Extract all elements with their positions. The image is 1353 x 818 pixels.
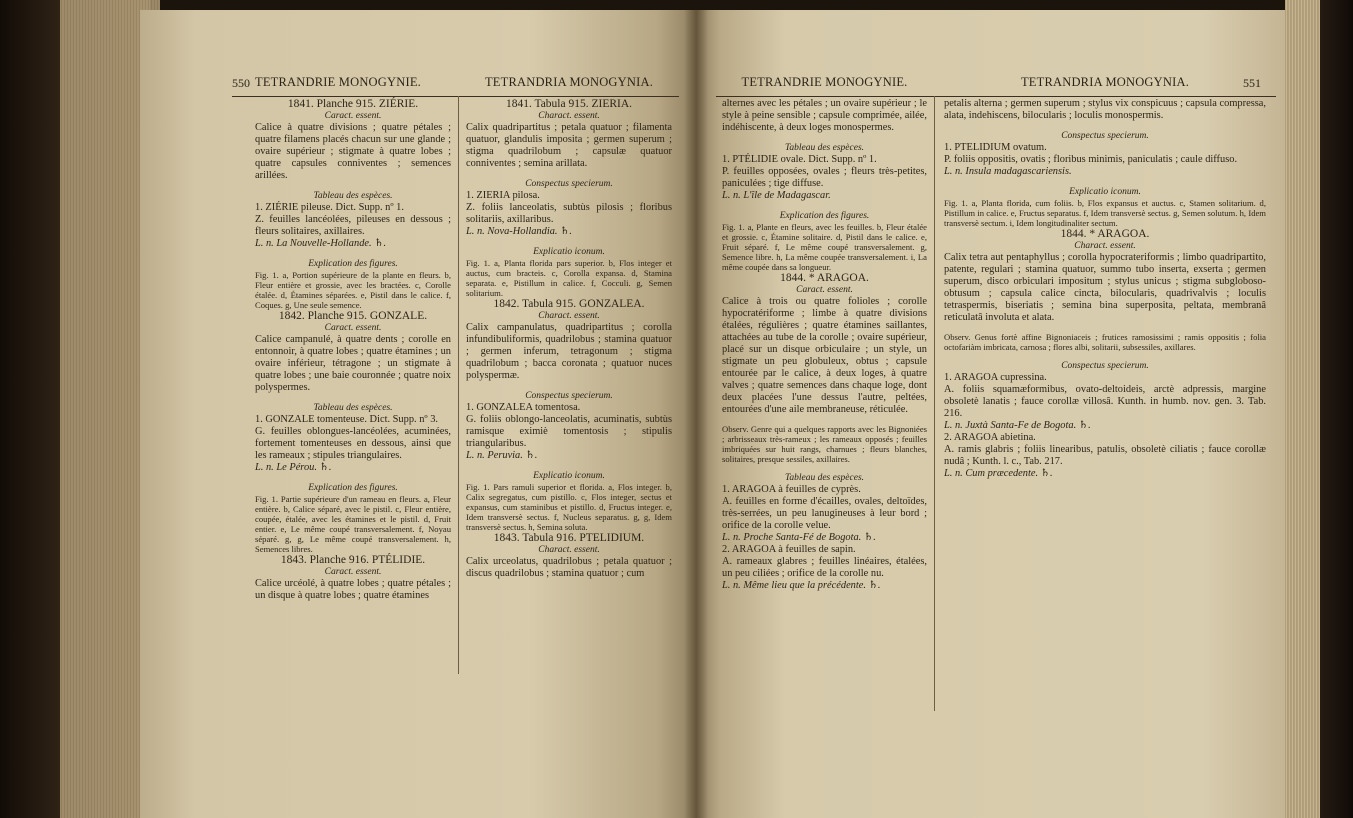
species-locality: L. n. Peruvia. ♄. (466, 450, 538, 461)
species-locality: L. n. Proche Santa-Fé de Bogota. ♄. (722, 532, 876, 543)
description-text: Calix campanulatus, quadripartitus ; corolla infundibuliformis, quadrilobus ; stamina quatuor ; germen inferum, tetragonum ; stigma quadrilobum ; bacca coronata ; quatuor nuces polyspermæ. (466, 322, 672, 381)
species-name: 1. ARAGOA cupressina. (944, 372, 1047, 383)
page-edges-right (1285, 0, 1320, 818)
species-description: P. foliis oppositis, ovatis ; floribus minimis, paniculatis ; caule diffuso. (944, 154, 1238, 165)
species-description: A. feuilles en forme d'écailles, ovales, deltoïdes, très-serrées, un peu lanugineuses à leur bord ; orifice de la corolle velue. (722, 496, 927, 531)
section-label: Explicatio iconum. (533, 247, 605, 257)
species-description: P. feuilles opposées, ovales ; fleurs très-petites, paniculées ; tige diffuse. (722, 166, 927, 189)
species-locality: L. n. L'île de Madagascar. (722, 190, 831, 201)
section-label: Explicatio iconum. (533, 471, 605, 481)
species-locality: L. n. Nova-Hollandia. ♄. (466, 226, 573, 237)
species-name: 1. ZIÉRIE pileuse. Dict. Supp. nº 1. (255, 202, 404, 213)
section-label: Charact. essent. (1074, 241, 1136, 251)
plate-title: 1844. * ARAGOA. (1060, 228, 1150, 240)
observation-note: Observ. Genre qui a quelques rapports avec les Bignoniées ; arbrisseaux très-rameux ; les rameaux opposés ; feuilles imbriquées sur huit rangs, charnues ; fleurs blanches, solitaires, presque sessiles, axillaires. (722, 424, 927, 464)
description-text: Calix tetra aut pentaphyllus ; corolla hypocrateriformis ; limbo quadripartito, patente, regulari ; stamina quatuor, summo tubo inserta, exserta ; germen superum, disco orbiculari impositum ; stylus unicus ; stigma subgloboso-obtusum ; capsula calice cincta, bilocularis, quadrivalvis ; loculis tetraspermis, biseriatis ; semina bina superposita, peltata, membranâ reticulatâ involuta et alata. (944, 252, 1266, 323)
page-number-right: 551 (1243, 76, 1261, 90)
running-header: TETRANDRIE MONOGYNIE. (255, 75, 421, 89)
left-page-french-column (255, 68, 451, 602)
plate-title: 1841. Tabula 915. ZIERIA. (505, 98, 633, 110)
left-page-latin-column (466, 68, 672, 580)
description-text: Calice à trois ou quatre folioles ; corolle hypocratériforme ; limbe à quatre divisions étalées, régulières ; quatre étamines saillantes, attachées au tube de la corolle ; ovaire supérieur, placé sur un disque orbiculaire ; un style, un stigmate un peu globuleux, obtus ; capsule entourée par le calice, à deux loges, à quatre valves ; quatre semences dans chaque loge, dont deux placées l'une dessus l'autre, peltées, entourées d'une aile membraneuse, réticulée. (722, 296, 927, 415)
species-locality: L. n. Juxtà Santa-Fe de Bogota. ♄. (944, 420, 1091, 431)
section-label: Conspectus specierum. (1061, 361, 1149, 371)
species-name: 1. ARAGOA à feuilles de cyprès. (722, 484, 861, 495)
species-name: 1. GONZALE tomenteuse. Dict. Supp. nº 3. (255, 414, 439, 425)
species-description: G. foliis oblongo-lanceolatis, acuminatis, subtùs ramisque eximiè tomentosis ; stipulis triangularibus. (466, 414, 672, 449)
column-divider-right (934, 96, 935, 711)
section-label: Caract. essent. (796, 285, 853, 295)
figure-explanation: Fig. 1. Partie supérieure d'un rameau en fleurs. a, Fleur entière. b, Calice séparé, avec le pistil. c, Fleur entière, coupée, étalée, avec les étamines et le pistil. d, Fruit entier. e, Le même coupé transversalement. f, Noyau séparé. g, g, Le même coupé transversalement. h, Semences libres. (255, 494, 451, 554)
section-label: Charact. essent. (538, 311, 600, 321)
description-text: petalis alterna ; germen superum ; stylus vix conspicuus ; capsula compressa, alata, indehiscens, bilocularis ; loculis monospermis. (944, 98, 1266, 121)
species-description: A. foliis squamæformibus, ovato-deltoideis, arctè adpressis, margine obsoletè lanatis ; fauce corollæ villosâ. Kunth. in humb. nov. gen. 3. Tab. 216. (944, 384, 1266, 419)
description-text: Calix quadripartitus ; petala quatuor ; filamenta quatuor, glandulis imposita ; germen superum ; stigma quadrilobum ; capsulæ quatuor conniventes ; semina arillata. (466, 122, 672, 169)
species-name: 2. ARAGOA abietina. (944, 432, 1036, 443)
figure-explanation: Fig. 1. a, Plante en fleurs, avec les feuilles. b, Fleur étalée et grossie. c, Étamine solitaire. d, Pistil dans le calice. e, Fruit séparé. f, Le même coupé transversalement. g, Semence libre. h, La même coupée transversalement. i, La même coupée dans sa longueur. (722, 222, 927, 272)
section-label: Tableau des espèces. (784, 143, 865, 153)
section-label: Tableau des espèces. (313, 403, 393, 413)
species-locality: L. n. Insula madagascariensis. (944, 166, 1072, 177)
section-label: Tableau des espèces. (784, 473, 865, 483)
running-header: TETRANDRIE MONOGYNIE. (741, 75, 908, 89)
running-header: TETRANDRIA MONOGYNIA. (484, 75, 654, 89)
species-description: Z. feuilles lancéolées, pileuses en dessous ; fleurs solitaires, axillaires. (255, 214, 451, 237)
description-text: Calix urceolatus, quadrilobus ; petala quatuor ; discus quadrilobus ; stamina quatuor ; cum (466, 556, 672, 579)
section-label: Charact. essent. (538, 545, 600, 555)
column-divider-left (458, 96, 459, 674)
section-label: Explication des figures. (779, 211, 870, 221)
plate-title: 1841. Planche 915. ZIÉRIE. (287, 98, 419, 110)
book-gutter (684, 10, 708, 818)
species-name: 1. PTÉLIDIE ovale. Dict. Supp. nº 1. (722, 154, 877, 165)
species-name: 2. ARAGOA à feuilles de sapin. (722, 544, 856, 555)
species-description: A. rameaux glabres ; feuilles linéaires, étalées, un peu ciliées ; orifice de la corolle nu. (722, 556, 927, 579)
species-locality: L. n. Le Pérou. ♄. (255, 462, 332, 473)
right-page-latin-column (944, 68, 1266, 480)
section-label: Conspectus specierum. (525, 391, 613, 401)
section-label: Caract. essent. (324, 323, 382, 333)
figure-explanation: Fig. 1. a, Planta florida pars superior. b, Flos integer et auctus, cum bracteis. c, Corolla expansa. d, Stamina separata. e, Pistillum in calice. f, Cocculi. g, Semen solitarium. (466, 258, 672, 298)
plate-title: 1843. Tabula 916. PTELIDIUM. (493, 532, 645, 544)
plate-title: 1843. Planche 916. PTÉLIDIE. (280, 554, 426, 566)
section-label: Charact. essent. (538, 111, 600, 121)
section-label: Explication des figures. (308, 483, 398, 493)
figure-explanation: Fig. 1. a, Portion supérieure de la plante en fleurs. b, Fleur entière et grossie, avec les bractées. c, Corolle étalée. d, Étamines séparées. e, Pistil dans le calice. f, Coques. g, Une seule semence. (255, 270, 451, 310)
section-label: Conspectus specierum. (525, 179, 613, 189)
section-label: Caract. essent. (324, 567, 382, 577)
section-label: Explication des figures. (308, 259, 398, 269)
species-name: 1. PTELIDIUM ovatum. (944, 142, 1047, 153)
species-description: Z. foliis lanceolatis, subtùs pilosis ; floribus solitariis, axillaribus. (466, 202, 672, 225)
species-description: A. ramis glabris ; foliis linearibus, patulis, obsoletè ciliatis ; fauce corollæ nudâ ; Kunth. l. c., Tab. 217. (944, 444, 1266, 467)
plate-title: 1842. Planche 915. GONZALE. (278, 310, 428, 322)
plate-title: 1842. Tabula 915. GONZALEA. (493, 298, 645, 310)
section-label: Explicatio iconum. (1069, 187, 1141, 197)
description-text: Calice à quatre divisions ; quatre pétales ; quatre filamens placés chacun sur une glande ; ovaire supérieur ; stigmate à quatre lobes ; quatre capsules conniventes ; semences arillées. (255, 122, 451, 181)
plate-title: 1844. * ARAGOA. (780, 272, 869, 284)
description-text: Calice urcéolé, à quatre lobes ; quatre pétales ; un disque à quatre lobes ; quatre étamines (255, 578, 451, 601)
section-label: Caract. essent. (324, 111, 382, 121)
species-name: 1. ZIERIA pilosa. (466, 190, 540, 201)
page-number-left: 550 (232, 76, 250, 90)
figure-explanation: Fig. 1. a, Planta florida, cum foliis. b, Flos expansus et auctus. c, Stamen solitarium. d, Pistillum in calice. e, Fructus separatus. f, Idem transversè sectus. g, Semen solutum. h, Idem transversè sectum. i, Idem longitudinaliter sectum. (944, 198, 1266, 228)
description-text: Calice campanulé, à quatre dents ; corolle en entonnoir, à quatre lobes ; quatre étamines ; un ovaire inférieur, tétragone ; un stigmate à quatre lobes ; une baie couronnée ; quatre noix polyspermes. (255, 334, 451, 393)
running-header: TETRANDRIA MONOGYNIA. (1020, 75, 1190, 89)
observation-note: Observ. Genus fortè affine Bignoniaceis ; frutices ramosissimi ; ramis oppositis ; folia octofariàm imbricata, carnosa ; flores albi, solitarii, subsessiles, axillares. (944, 332, 1266, 352)
species-locality: L. n. La Nouvelle-Hollande. ♄. (255, 238, 387, 249)
figure-explanation: Fig. 1. Pars ramuli superior et florida. a, Flos integer. b, Calix segregatus, cum pistillo. c, Flos integer, sectus et expansus, cum staminibus et pistillo. d, Fructus integer. e, Idem transversè sectus. f, Nucleus separatus. g, g, Idem transversè sectus. h, Semina soluta. (466, 482, 672, 532)
species-locality: L. n. Même lieu que la précédente. ♄. (722, 580, 881, 591)
section-label: Tableau des espèces. (313, 191, 393, 201)
species-description: G. feuilles oblongues-lancéolées, acuminées, fortement tomenteuses en dessous, ainsi que les rameaux ; stipules triangulaires. (255, 426, 451, 461)
species-name: 1. GONZALEA tomentosa. (466, 402, 581, 413)
description-text: alternes avec les pétales ; un ovaire supérieur ; le style à peine sensible ; capsule comprimée, ailée, indéhiscente, à deux loges monospermes. (722, 98, 927, 133)
right-page-french-column (722, 68, 927, 592)
species-locality: L. n. Cum præcedente. ♄. (944, 468, 1053, 479)
section-label: Conspectus specierum. (1061, 131, 1149, 141)
